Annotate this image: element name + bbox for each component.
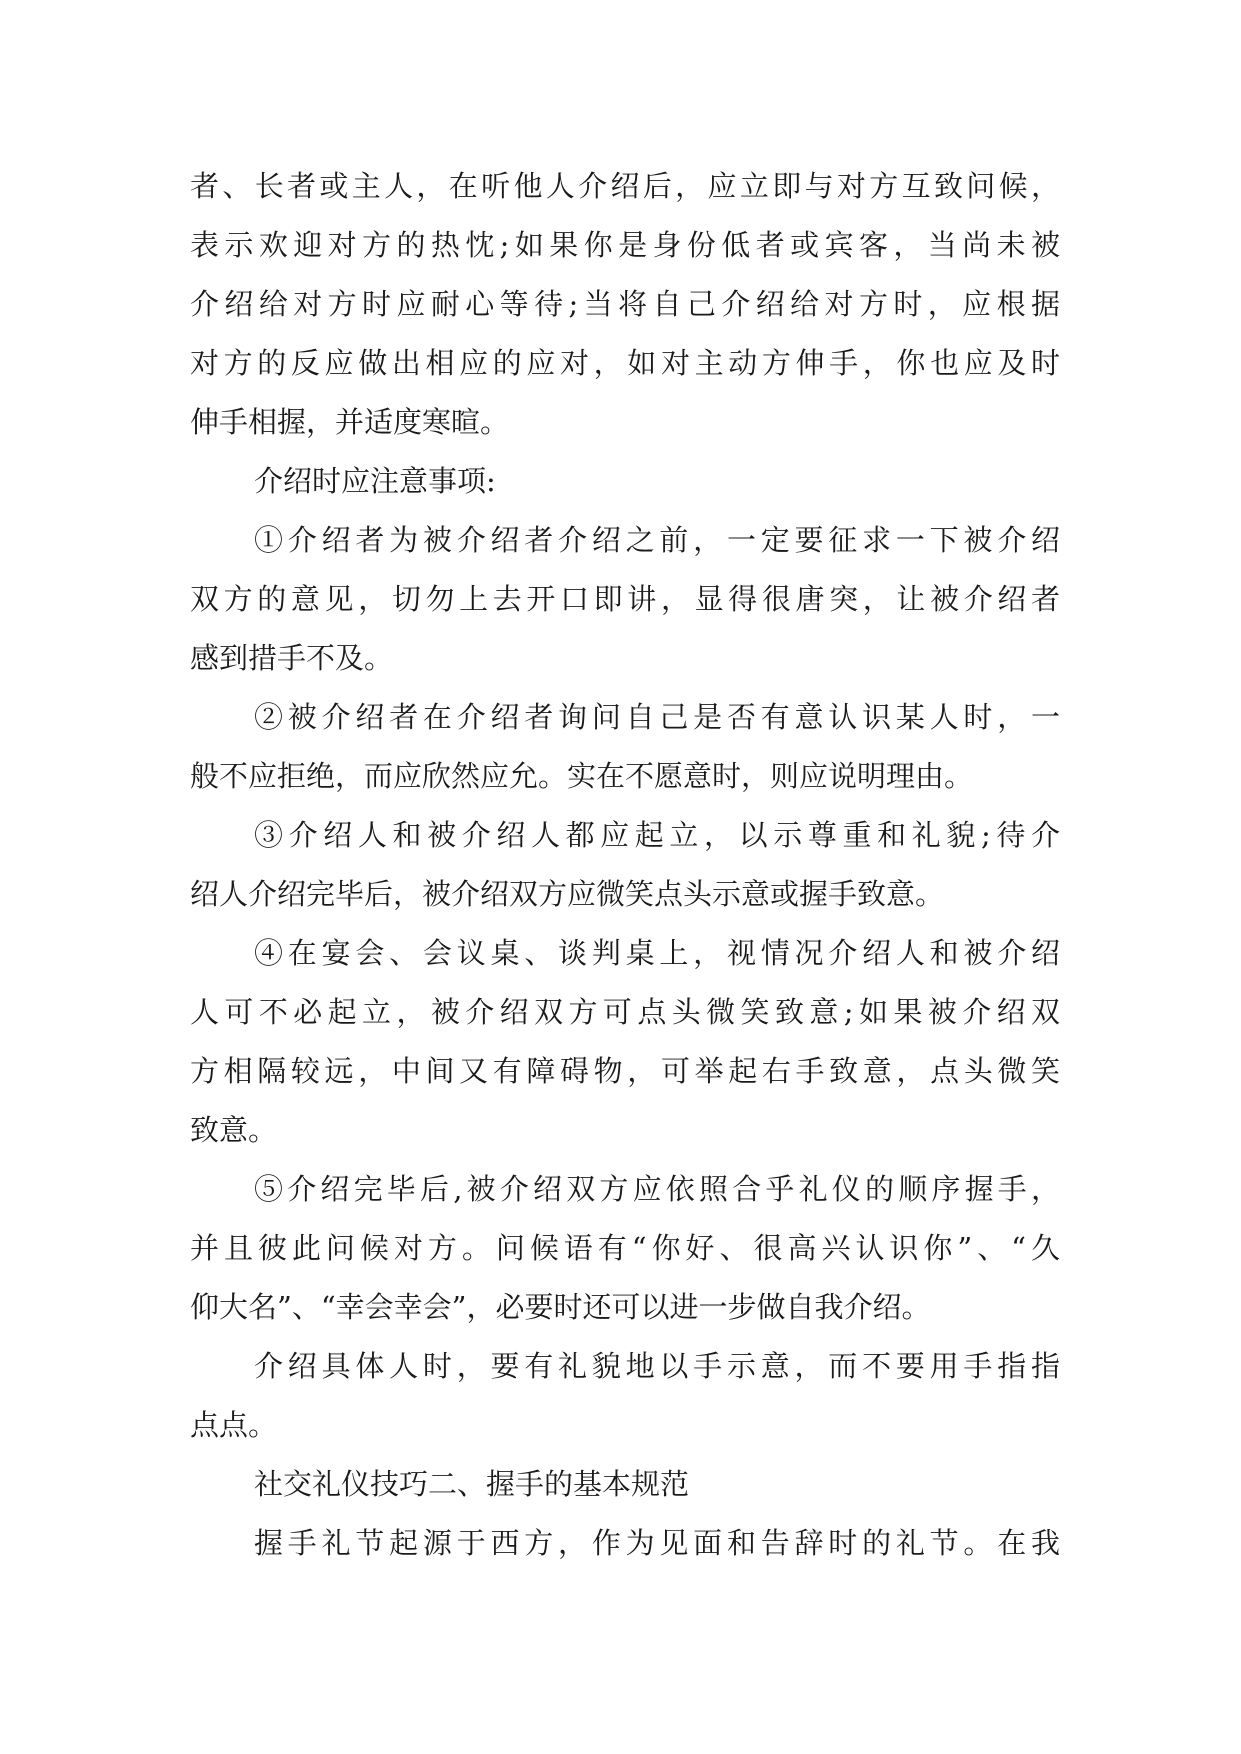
- text-line: 表示欢迎对方的热忱;如果你是身份低者或宾客，当尚未被: [190, 228, 1060, 262]
- text-line: 绍人介绍完毕后，被介绍双方应微笑点头示意或握手致意。: [190, 877, 945, 911]
- text-line: 对方的反应做出相应的应对，如对主动方伸手，你也应及时: [190, 346, 1060, 380]
- text-line: 仰大名”、“幸会幸会”，必要时还可以进一步做自我介绍。: [190, 1290, 931, 1324]
- text-line: 介绍具体人时，要有礼貌地以手示意，而不要用手指指: [254, 1349, 1060, 1383]
- text-line: ⑤介绍完毕后,被介绍双方应依照合乎礼仪的顺序握手，: [254, 1172, 1060, 1206]
- text-line: ①介绍者为被介绍者介绍之前，一定要征求一下被介绍: [254, 523, 1060, 557]
- text-line: 点点。: [190, 1408, 278, 1442]
- text-line: 感到措手不及。: [190, 641, 394, 675]
- text-line: 并且彼此问候对方。问候语有“你好、很高兴认识你”、“久: [190, 1231, 1060, 1265]
- text-line: ③介绍人和被介绍人都应起立，以示尊重和礼貌;待介: [254, 818, 1060, 852]
- text-line: 握手礼节起源于西方，作为见面和告辞时的礼节。在我: [254, 1526, 1060, 1560]
- text-line: 伸手相握，并适度寒暄。: [190, 405, 510, 439]
- text-line: 人可不必起立，被介绍双方可点头微笑致意;如果被介绍双: [190, 995, 1060, 1029]
- text-line: 介绍给对方时应耐心等待;当将自己介绍给对方时，应根据: [190, 287, 1060, 321]
- text-line: 社交礼仪技巧二、握手的基本规范: [254, 1467, 690, 1501]
- text-line: 般不应拒绝，而应欣然应允。实在不愿意时，则应说明理由。: [190, 759, 974, 793]
- text-line: 者、长者或主人，在听他人介绍后，应立即与对方互致问候，: [190, 169, 1060, 203]
- text-line: ②被介绍者在介绍者询问自己是否有意认识某人时，一: [254, 700, 1060, 734]
- text-line: ④在宴会、会议桌、谈判桌上，视情况介绍人和被介绍: [254, 936, 1060, 970]
- body-text: [190, 157, 1060, 1573]
- text-line: 致意。: [190, 1113, 278, 1147]
- text-line: 介绍时应注意事项:: [254, 464, 496, 498]
- text-line: 方相隔较远，中间又有障碍物，可举起右手致意，点头微笑: [190, 1054, 1060, 1088]
- text-line: 双方的意见，切勿上去开口即讲，显得很唐突，让被介绍者: [190, 582, 1060, 616]
